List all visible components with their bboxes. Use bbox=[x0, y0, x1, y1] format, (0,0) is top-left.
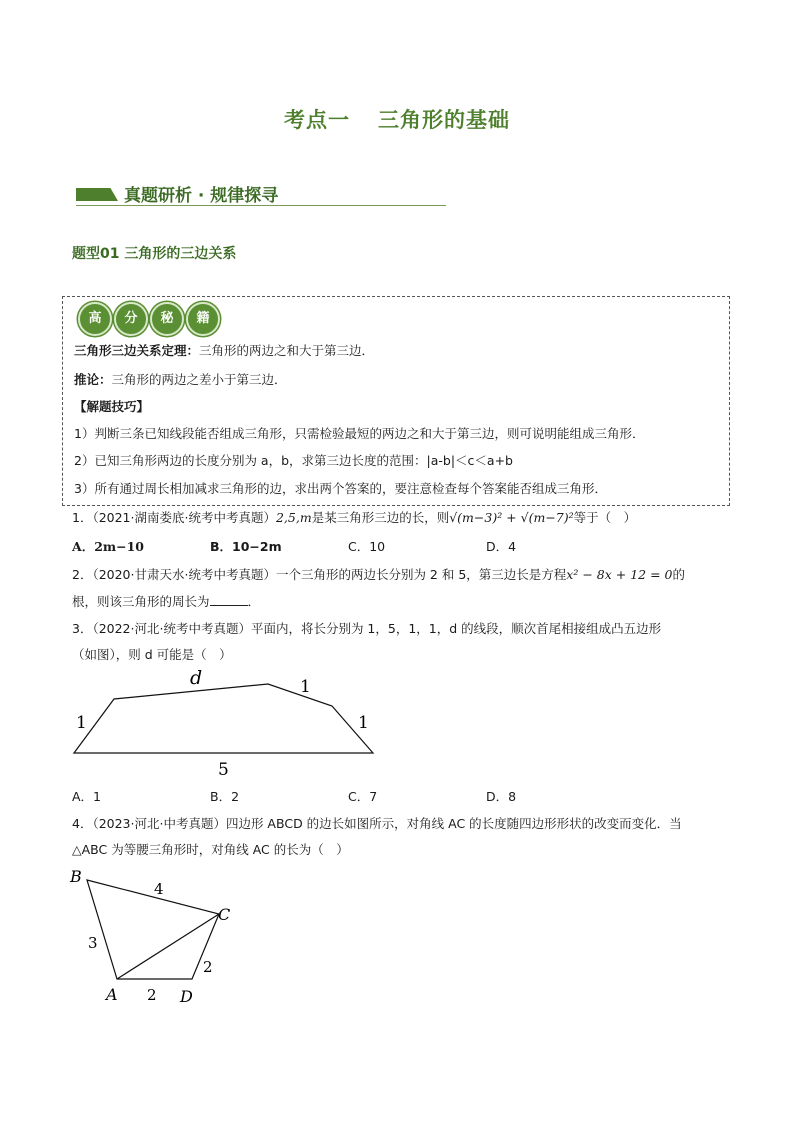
type-heading: 题型01 三角形的三边关系 bbox=[72, 246, 237, 262]
tip-theorem bbox=[74, 341, 374, 359]
question-3-line2: （如图），则 d 可能是（ ） bbox=[72, 647, 232, 662]
theorem-label: 三角形三边关系定理： bbox=[74, 343, 200, 358]
q1-prefix: 1．（2021·湖南娄底·统考中考真题） bbox=[72, 510, 276, 525]
q3-option-d: D．8 bbox=[486, 789, 517, 804]
title-part1: 考点一 bbox=[284, 108, 350, 132]
section-divider bbox=[76, 205, 446, 206]
label-bc: 4 bbox=[154, 880, 164, 898]
quadrilateral-figure bbox=[60, 862, 250, 1008]
q1-mid: 是某三角形三边的长，则 bbox=[311, 510, 450, 525]
skill-2: 2）已知三角形两边的长度分别为 a，b，求第三边长度的范围：|a-b|＜c＜a+b bbox=[74, 453, 513, 468]
section-bar-decoration bbox=[76, 188, 118, 201]
corollary-label: 推论： bbox=[74, 372, 112, 387]
q2-end: ． bbox=[247, 594, 261, 609]
vertex-d: D bbox=[180, 987, 193, 1006]
skill-3: 3）所有通过周长相加减求三角形的边，求出两个答案的，要注意检查每个答案能否组成三角形． bbox=[74, 481, 607, 496]
q1-option-d: D．4 bbox=[486, 539, 517, 554]
badge-fen: 分 bbox=[114, 302, 148, 336]
q3-option-c: C．7 bbox=[348, 789, 378, 804]
badge-mi: 秘 bbox=[150, 302, 184, 336]
label-right: 1 bbox=[358, 713, 369, 733]
pentagon-figure bbox=[60, 660, 390, 782]
label-ad: 2 bbox=[147, 986, 157, 1004]
badge-ji: 籍 bbox=[186, 302, 220, 336]
section-title: 真题研析 · 规律探寻 bbox=[124, 186, 279, 206]
q2-prefix: 2．（2020·甘肃天水·统考中考真题）一个三角形的两边长分别为 2 和 5，第三边长是方程 bbox=[72, 567, 567, 582]
answer-blank bbox=[210, 593, 248, 606]
tip-corollary bbox=[74, 370, 287, 388]
label-bottom: 5 bbox=[218, 760, 229, 780]
question-2-line1 bbox=[72, 565, 685, 583]
q2-line2: 根，则该三角形的周长为 bbox=[72, 594, 210, 609]
question-4-line2: △ABC 为等腰三角形时，对角线 AC 的长为（ ） bbox=[72, 842, 349, 857]
label-ab: 3 bbox=[88, 934, 98, 952]
badge-gao: 高 bbox=[78, 302, 112, 336]
label-left: 1 bbox=[76, 713, 87, 733]
skills-heading: 【解题技巧】 bbox=[74, 399, 150, 414]
label-d: d bbox=[190, 667, 203, 689]
q1-option-c: C．10 bbox=[348, 539, 386, 554]
title-part2: 三角形的基础 bbox=[378, 108, 510, 132]
vertex-a: A bbox=[106, 985, 118, 1004]
q1-option-a: A．2m−10 bbox=[72, 539, 144, 554]
q3-option-a: A．1 bbox=[72, 789, 102, 804]
q1-option-b: B．10−2m bbox=[210, 539, 282, 554]
vertex-c: C bbox=[218, 905, 231, 924]
page-title bbox=[0, 104, 794, 134]
q1-expression: √(m−3)² + √(m−7)² bbox=[449, 510, 574, 525]
corollary-text: 三角形的两边之差小于第三边． bbox=[111, 372, 287, 387]
pentagon-shape bbox=[74, 684, 373, 753]
question-1 bbox=[72, 508, 636, 526]
quadrilateral-shape bbox=[87, 880, 219, 979]
question-2-line2 bbox=[72, 592, 260, 610]
skill-1: 1）判断三条已知线段能否组成三角形，只需检验最短的两边之和大于第三边，则可说明能组成三角形． bbox=[74, 426, 645, 441]
q2-suffix: 的 bbox=[672, 567, 685, 582]
q1-suffix: 等于（ ） bbox=[573, 510, 637, 525]
q2-equation: x² − 8x + 12 = 0 bbox=[566, 567, 673, 582]
q3-option-b: B．2 bbox=[210, 789, 240, 804]
q1-values: 2,5,m bbox=[275, 510, 312, 525]
label-upper-right: 1 bbox=[300, 677, 311, 697]
question-4-line1: 4．（2023·河北·中考真题）四边形 ABCD 的边长如图所示，对角线 AC 的长度随四边形形状的改变而变化．当 bbox=[72, 816, 682, 831]
question-3-line1: 3．（2022·河北·统考中考真题）平面内，将长分别为 1，5，1，1，d 的线段，顺次首尾相接组成凸五边形 bbox=[72, 621, 662, 636]
vertex-b: B bbox=[70, 867, 82, 886]
label-cd: 2 bbox=[203, 958, 213, 976]
theorem-text: 三角形的两边之和大于第三边． bbox=[199, 343, 375, 358]
